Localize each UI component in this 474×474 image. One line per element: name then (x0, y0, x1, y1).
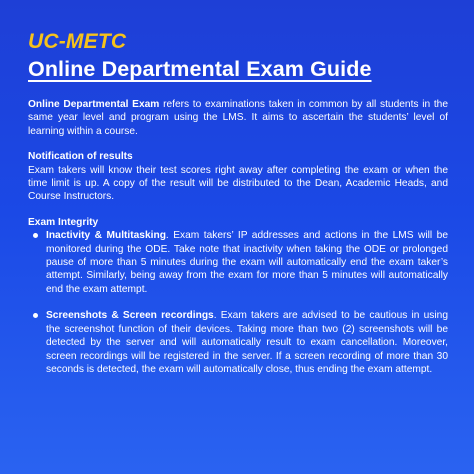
notification-heading: Notification of results (28, 151, 133, 163)
item-title: Inactivity & Multitasking (46, 230, 166, 242)
intro-paragraph (28, 98, 448, 138)
brand-logo-text: UC-METC (28, 30, 127, 53)
list-item (46, 229, 448, 296)
guide-content (28, 98, 448, 376)
intro-text: refers to examinations taken in common by all students in the same year level and program using the LMS. It aims to ascertain the students’ level of learning within a course. (28, 99, 448, 137)
item-text: . Exam takers are advised to be cautious in using the screenshot function of their devices. Taking more than two (2) screenshots will be detected by the server and will automatically result to exam cancellation. Moreover, screen recordings will be registered in the server. If a screen recording of more than 30 seconds is detected, the exam will automatically close, thus ending the exam attempt. (46, 310, 448, 375)
guide-card (28, 30, 448, 376)
bullet-icon (33, 233, 38, 238)
page-title: Online Departmental Exam Guide (28, 57, 372, 81)
bullet-icon (33, 313, 38, 318)
item-text: . Exam takers’ IP addresses and actions in the LMS will be monitored during the ODE. Take note that inactivity when taking the ODE or prolonged pause of more than 5 minutes during the exam will automatically end the exam taker’s attempt. Similarly, being away from the exam for more than 5 minutes will automatically end the exam attempt. (46, 230, 448, 295)
item-title: Screenshots & Screen recordings (46, 310, 214, 322)
notification-text: Exam takers will know their test scores right away after completing the exam or when the time limit is up. A copy of the result will be distributed to the Dean, Academic Heads, and Course Instructors. (28, 164, 448, 203)
integrity-heading: Exam Integrity (28, 216, 99, 228)
list-item (46, 309, 448, 376)
integrity-list (28, 229, 448, 376)
intro-lead: Online Departmental Exam (28, 99, 160, 110)
